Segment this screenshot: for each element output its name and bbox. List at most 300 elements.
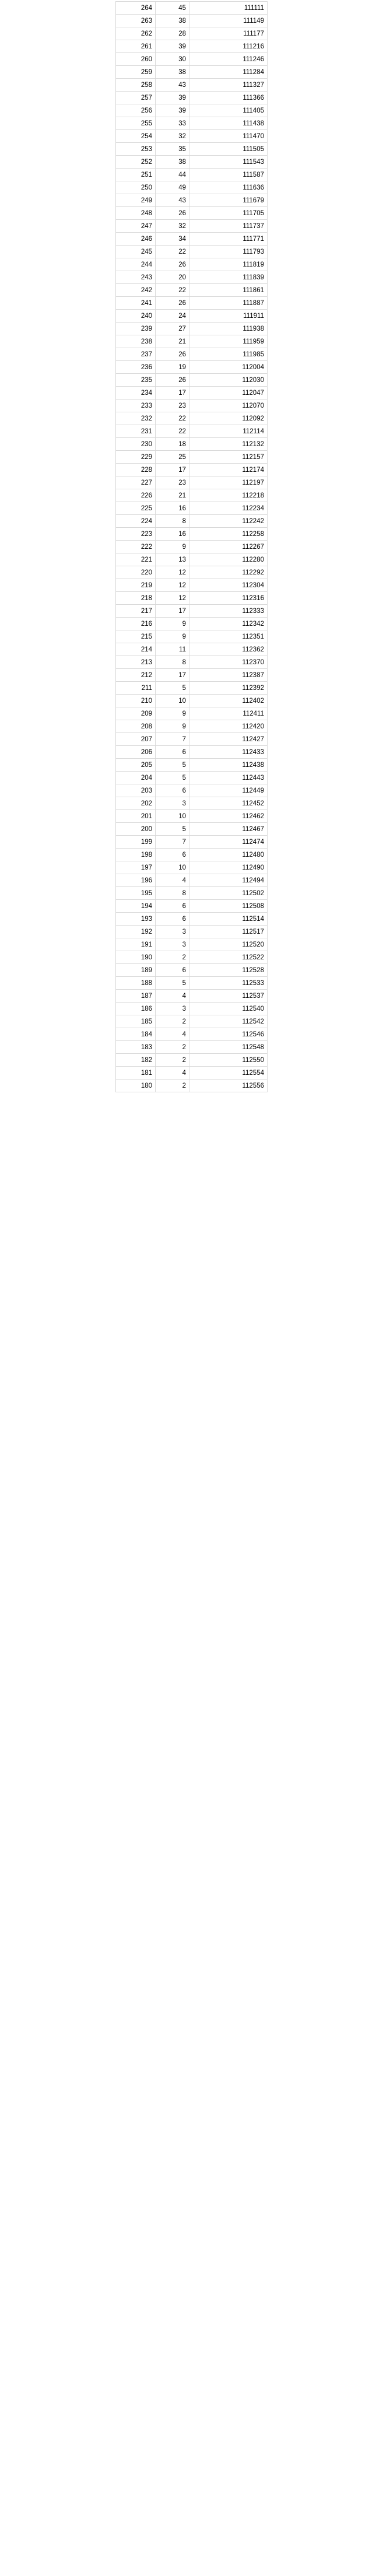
table-row (116, 335, 268, 348)
table-cell: 185 (116, 1015, 156, 1028)
table-cell: 6 (156, 913, 189, 926)
table-cell: 111679 (189, 194, 268, 207)
table-row (116, 874, 268, 887)
table-row (116, 784, 268, 797)
table-cell: 246 (116, 233, 156, 246)
table-cell: 184 (116, 1028, 156, 1041)
table-cell: 112392 (189, 682, 268, 695)
table-cell: 217 (116, 605, 156, 618)
table-row (116, 861, 268, 874)
table-cell: 22 (156, 246, 189, 258)
table-cell: 8 (156, 515, 189, 528)
table-cell: 219 (116, 579, 156, 592)
table-cell: 35 (156, 143, 189, 156)
table-cell: 207 (116, 733, 156, 746)
table-cell: 237 (116, 348, 156, 361)
table-cell: 186 (116, 1003, 156, 1015)
table-cell: 9 (156, 541, 189, 553)
table-cell: 112528 (189, 964, 268, 977)
table-cell: 257 (116, 92, 156, 104)
table-row (116, 579, 268, 592)
table-row (116, 926, 268, 938)
table-cell: 44 (156, 169, 189, 181)
table-row (116, 117, 268, 130)
table-cell: 112427 (189, 733, 268, 746)
table-cell: 4 (156, 990, 189, 1003)
table-cell: 39 (156, 40, 189, 53)
table-cell: 112387 (189, 669, 268, 682)
table-row (116, 53, 268, 66)
table-cell: 112550 (189, 1054, 268, 1067)
table-cell: 4 (156, 1028, 189, 1041)
table-cell: 192 (116, 926, 156, 938)
table-cell: 233 (116, 399, 156, 412)
table-cell: 112546 (189, 1028, 268, 1041)
table-cell: 112494 (189, 874, 268, 887)
table-cell: 112047 (189, 387, 268, 399)
table-cell: 45 (156, 2, 189, 15)
table-row (116, 489, 268, 502)
table-cell: 7 (156, 836, 189, 849)
table-cell: 234 (116, 387, 156, 399)
table-cell: 183 (116, 1041, 156, 1054)
table-cell: 112157 (189, 451, 268, 464)
table-cell: 227 (116, 476, 156, 489)
table-cell: 213 (116, 656, 156, 669)
table-cell: 17 (156, 605, 189, 618)
table-cell: 27 (156, 323, 189, 335)
table-cell: 258 (116, 79, 156, 92)
table-cell: 180 (116, 1080, 156, 1092)
table-row (116, 707, 268, 720)
table-cell: 112462 (189, 810, 268, 823)
table-cell: 12 (156, 592, 189, 605)
table-cell: 112433 (189, 746, 268, 759)
table-cell: 111366 (189, 92, 268, 104)
table-cell: 112234 (189, 502, 268, 515)
table-cell: 9 (156, 720, 189, 733)
table-row (116, 528, 268, 541)
table-cell: 13 (156, 553, 189, 566)
table-cell: 112267 (189, 541, 268, 553)
table-cell: 5 (156, 772, 189, 784)
table-cell: 26 (156, 374, 189, 387)
table-cell: 222 (116, 541, 156, 553)
table-row (116, 977, 268, 990)
table-cell: 3 (156, 1003, 189, 1015)
table-cell: 112490 (189, 861, 268, 874)
table-cell: 111216 (189, 40, 268, 53)
table-cell: 112452 (189, 797, 268, 810)
table-cell: 21 (156, 335, 189, 348)
table-cell: 260 (116, 53, 156, 66)
table-cell: 20 (156, 271, 189, 284)
table-cell: 250 (116, 181, 156, 194)
table-row (116, 669, 268, 682)
table-row (116, 951, 268, 964)
table-row (116, 913, 268, 926)
table-row (116, 310, 268, 323)
table-row (116, 130, 268, 143)
table-row (116, 297, 268, 310)
table-cell: 203 (116, 784, 156, 797)
table-cell: 254 (116, 130, 156, 143)
table-cell: 34 (156, 233, 189, 246)
table-row (116, 284, 268, 297)
table-cell: 194 (116, 900, 156, 913)
table-cell: 21 (156, 489, 189, 502)
table-cell: 3 (156, 926, 189, 938)
table-cell: 112092 (189, 412, 268, 425)
table-cell: 220 (116, 566, 156, 579)
table-cell: 17 (156, 464, 189, 476)
table-row (116, 1067, 268, 1080)
table-row (116, 964, 268, 977)
table-cell: 112070 (189, 399, 268, 412)
table-row (116, 515, 268, 528)
table-row (116, 720, 268, 733)
table-row (116, 425, 268, 438)
table-cell: 8 (156, 656, 189, 669)
table-row (116, 438, 268, 451)
table-row (116, 143, 268, 156)
table-row (116, 1028, 268, 1041)
table-cell: 10 (156, 695, 189, 707)
table-cell: 112449 (189, 784, 268, 797)
table-row (116, 695, 268, 707)
table-cell: 112292 (189, 566, 268, 579)
table-cell: 263 (116, 15, 156, 27)
table-cell: 111505 (189, 143, 268, 156)
table-cell: 2 (156, 1015, 189, 1028)
table-row (116, 169, 268, 181)
table-cell: 26 (156, 207, 189, 220)
table-cell: 111819 (189, 258, 268, 271)
table-cell: 112333 (189, 605, 268, 618)
table-cell: 111636 (189, 181, 268, 194)
table-cell: 112537 (189, 990, 268, 1003)
table-cell: 26 (156, 348, 189, 361)
table-cell: 229 (116, 451, 156, 464)
table-cell: 112556 (189, 1080, 268, 1092)
table-row (116, 374, 268, 387)
table-cell: 111543 (189, 156, 268, 169)
table-cell: 38 (156, 156, 189, 169)
table-cell: 112197 (189, 476, 268, 489)
table-row (116, 566, 268, 579)
table-cell: 243 (116, 271, 156, 284)
table-row (116, 194, 268, 207)
table-cell: 261 (116, 40, 156, 53)
table-row (116, 323, 268, 335)
table-cell: 16 (156, 528, 189, 541)
table-cell: 235 (116, 374, 156, 387)
table-cell: 111284 (189, 66, 268, 79)
table-cell: 200 (116, 823, 156, 836)
table-cell: 3 (156, 797, 189, 810)
table-cell: 28 (156, 27, 189, 40)
table-cell: 223 (116, 528, 156, 541)
table-cell: 10 (156, 810, 189, 823)
table-row (116, 553, 268, 566)
table-cell: 112132 (189, 438, 268, 451)
table-row (116, 181, 268, 194)
table-cell: 111959 (189, 335, 268, 348)
table-cell: 245 (116, 246, 156, 258)
table-cell: 9 (156, 707, 189, 720)
table-row (116, 541, 268, 553)
table-cell: 111470 (189, 130, 268, 143)
table-cell: 5 (156, 977, 189, 990)
table-row (116, 1015, 268, 1028)
table-cell: 182 (116, 1054, 156, 1067)
table-cell: 112508 (189, 900, 268, 913)
table-cell: 38 (156, 66, 189, 79)
table-cell: 112474 (189, 836, 268, 849)
table-cell: 6 (156, 849, 189, 861)
table-cell: 209 (116, 707, 156, 720)
table-cell: 6 (156, 964, 189, 977)
table-cell: 111887 (189, 297, 268, 310)
table-cell: 18 (156, 438, 189, 451)
table-cell: 112304 (189, 579, 268, 592)
table-cell: 112533 (189, 977, 268, 990)
table-cell: 208 (116, 720, 156, 733)
table-cell: 43 (156, 79, 189, 92)
table-cell: 24 (156, 310, 189, 323)
table-cell: 252 (116, 156, 156, 169)
table-cell: 19 (156, 361, 189, 374)
table-row (116, 759, 268, 772)
table-cell: 188 (116, 977, 156, 990)
table-cell: 202 (116, 797, 156, 810)
table-cell: 112258 (189, 528, 268, 541)
table-cell: 2 (156, 1041, 189, 1054)
table-cell: 225 (116, 502, 156, 515)
table-cell: 16 (156, 502, 189, 515)
table-cell: 248 (116, 207, 156, 220)
table-cell: 23 (156, 476, 189, 489)
table-cell: 5 (156, 759, 189, 772)
table-cell: 247 (116, 220, 156, 233)
table-cell: 7 (156, 733, 189, 746)
table-cell: 204 (116, 772, 156, 784)
table-cell: 112370 (189, 656, 268, 669)
table-cell: 111938 (189, 323, 268, 335)
table-cell: 26 (156, 258, 189, 271)
table-cell: 39 (156, 104, 189, 117)
table-cell: 111985 (189, 348, 268, 361)
table-cell: 112520 (189, 938, 268, 951)
table-cell: 4 (156, 1067, 189, 1080)
table-cell: 242 (116, 284, 156, 297)
table-cell: 112030 (189, 374, 268, 387)
table-row (116, 207, 268, 220)
table-row (116, 79, 268, 92)
table-cell: 256 (116, 104, 156, 117)
table-cell: 190 (116, 951, 156, 964)
table-cell: 112242 (189, 515, 268, 528)
table-cell: 112548 (189, 1041, 268, 1054)
table-row (116, 387, 268, 399)
table-cell: 214 (116, 643, 156, 656)
table-cell: 4 (156, 874, 189, 887)
table-cell: 111246 (189, 53, 268, 66)
table-cell: 238 (116, 335, 156, 348)
table-row (116, 464, 268, 476)
table-cell: 111705 (189, 207, 268, 220)
table-row (116, 92, 268, 104)
table-cell: 111111 (189, 2, 268, 15)
table-cell: 3 (156, 938, 189, 951)
table-cell: 112542 (189, 1015, 268, 1028)
table-cell: 112438 (189, 759, 268, 772)
table-cell: 205 (116, 759, 156, 772)
table-cell: 112342 (189, 618, 268, 630)
table-cell: 22 (156, 412, 189, 425)
table-cell: 12 (156, 579, 189, 592)
table-cell: 212 (116, 669, 156, 682)
table-cell: 111438 (189, 117, 268, 130)
table-row (116, 2, 268, 15)
table-row (116, 66, 268, 79)
table-row (116, 733, 268, 746)
table-cell: 33 (156, 117, 189, 130)
table-cell: 111405 (189, 104, 268, 117)
table-cell: 112467 (189, 823, 268, 836)
table-cell: 2 (156, 1080, 189, 1092)
table-row (116, 233, 268, 246)
table-cell: 253 (116, 143, 156, 156)
table-cell: 210 (116, 695, 156, 707)
table-cell: 10 (156, 861, 189, 874)
data-table-container (0, 0, 383, 1092)
table-cell: 9 (156, 618, 189, 630)
table-cell: 198 (116, 849, 156, 861)
table-row (116, 887, 268, 900)
table-cell: 8 (156, 887, 189, 900)
table-row (116, 258, 268, 271)
table-cell: 231 (116, 425, 156, 438)
table-cell: 224 (116, 515, 156, 528)
table-cell: 11 (156, 643, 189, 656)
table-cell: 111149 (189, 15, 268, 27)
table-cell: 244 (116, 258, 156, 271)
table-cell: 201 (116, 810, 156, 823)
table-row (116, 451, 268, 464)
table-row (116, 1054, 268, 1067)
table-row (116, 772, 268, 784)
table-cell: 232 (116, 412, 156, 425)
table-cell: 5 (156, 823, 189, 836)
table-cell: 112280 (189, 553, 268, 566)
table-cell: 112480 (189, 849, 268, 861)
table-cell: 112514 (189, 913, 268, 926)
table-row (116, 1041, 268, 1054)
table-cell: 189 (116, 964, 156, 977)
data-table (115, 1, 268, 1092)
table-cell: 17 (156, 387, 189, 399)
table-cell: 12 (156, 566, 189, 579)
table-cell: 112218 (189, 489, 268, 502)
table-cell: 211 (116, 682, 156, 695)
table-cell: 262 (116, 27, 156, 40)
table-row (116, 990, 268, 1003)
table-cell: 230 (116, 438, 156, 451)
table-cell: 22 (156, 284, 189, 297)
table-row (116, 849, 268, 861)
table-cell: 236 (116, 361, 156, 374)
table-row (116, 399, 268, 412)
table-cell: 111839 (189, 271, 268, 284)
table-cell: 259 (116, 66, 156, 79)
table-row (116, 810, 268, 823)
table-row (116, 938, 268, 951)
table-cell: 32 (156, 220, 189, 233)
table-cell: 193 (116, 913, 156, 926)
table-cell: 221 (116, 553, 156, 566)
table-row (116, 412, 268, 425)
table-row (116, 836, 268, 849)
table-cell: 112004 (189, 361, 268, 374)
table-row (116, 502, 268, 515)
table-cell: 241 (116, 297, 156, 310)
table-cell: 111771 (189, 233, 268, 246)
table-cell: 2 (156, 951, 189, 964)
table-row (116, 656, 268, 669)
table-cell: 112316 (189, 592, 268, 605)
table-cell: 191 (116, 938, 156, 951)
table-cell: 218 (116, 592, 156, 605)
table-row (116, 900, 268, 913)
table-cell: 112362 (189, 643, 268, 656)
table-cell: 264 (116, 2, 156, 15)
table-cell: 25 (156, 451, 189, 464)
table-cell: 240 (116, 310, 156, 323)
table-row (116, 476, 268, 489)
table-row (116, 643, 268, 656)
table-cell: 239 (116, 323, 156, 335)
table-cell: 196 (116, 874, 156, 887)
table-cell: 17 (156, 669, 189, 682)
table-row (116, 348, 268, 361)
table-row (116, 40, 268, 53)
table-row (116, 15, 268, 27)
table-body (116, 2, 268, 1092)
table-cell: 216 (116, 618, 156, 630)
table-cell: 111737 (189, 220, 268, 233)
table-cell: 6 (156, 746, 189, 759)
table-cell: 112517 (189, 926, 268, 938)
table-cell: 112351 (189, 630, 268, 643)
table-cell: 111327 (189, 79, 268, 92)
table-cell: 112402 (189, 695, 268, 707)
table-row (116, 1080, 268, 1092)
table-row (116, 682, 268, 695)
table-row (116, 104, 268, 117)
table-cell: 111911 (189, 310, 268, 323)
table-cell: 112411 (189, 707, 268, 720)
table-cell: 111177 (189, 27, 268, 40)
table-row (116, 618, 268, 630)
table-row (116, 746, 268, 759)
table-cell: 30 (156, 53, 189, 66)
table-row (116, 271, 268, 284)
table-cell: 112114 (189, 425, 268, 438)
table-cell: 9 (156, 630, 189, 643)
table-cell: 111793 (189, 246, 268, 258)
table-cell: 111587 (189, 169, 268, 181)
